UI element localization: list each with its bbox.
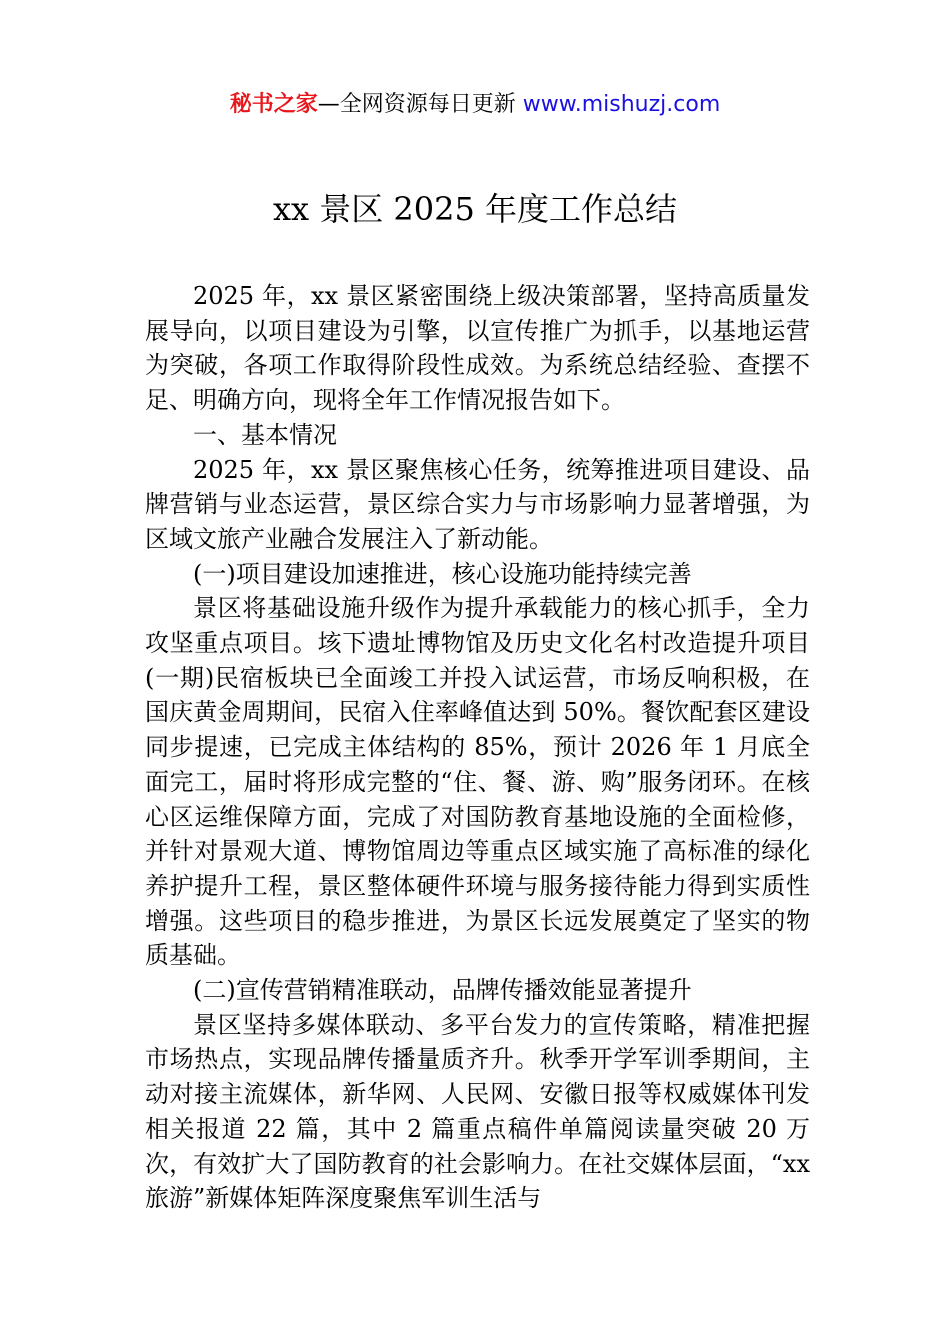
paragraph-basic-situation: 2025 年，xx 景区聚焦核心任务，统筹推进项目建设、品牌营销与业态运营，景区综合实力与市场影响力显著增强，为区域文旅产业融合发展注入了新动能。 [145,455,810,553]
site-url-link[interactable]: www.mishuzj.com [522,92,721,117]
subheading-project-construction: (一)项目建设加速推进，核心设施功能持续完善 [193,559,692,588]
paragraph-intro: 2025 年，xx 景区紧密围绕上级决策部署，坚持高质量发展导向，以项目建设为引擎，以宣传推广为抓手，以基地运营为突破，各项工作取得阶段性成效。为系统总结经验、查摆不足、明确方向，现将全年工作情况报告如下。 [145,282,810,415]
site-banner [0,88,950,122]
section-heading-basic-situation: 一、基本情况 [193,420,337,449]
banner-tagline: —全网资源每日更新 [317,92,523,117]
brand-name: 秘书之家 [229,92,318,117]
document-body [145,279,810,1216]
document-title: xx 景区 2025 年度工作总结 [272,190,678,228]
subheading-marketing: (二)宣传营销精准联动，品牌传播效能显著提升 [193,976,692,1005]
paragraph-project-construction: 景区将基础设施升级作为提升承载能力的核心抓手，全力攻坚重点项目。垓下遗址博物馆及历史文化名村改造提升项目(一期)民宿板块已全面竣工并投入试运营，市场反响积极，在国庆黄金周期间，民宿入住率峰值达到 50%。餐饮配套区建设同步提速，已完成主体结构的 85%，预计 2026 年 1 月底全面完工，届时将形成完整的“住、餐、游、购”服务闭环。在核心区运维保障方面，完成了对国防教育基地设施的全面检修，并针对景观大道、博物馆周边等重点区域实施了高标准的绿化养护提升工程，景区整体硬件环境与服务接待能力得到实质性增强。这些项目的稳步推进，为景区长远发展奠定了坚实的物质基础。 [145,594,810,970]
paragraph-marketing: 景区坚持多媒体联动、多平台发力的宣传策略，精准把握市场热点，实现品牌传播量质齐升。秋季开学军训季期间，主动对接主流媒体，新华网、人民网、安徽日报等权威媒体刊发相关报道 22 篇，其中 2 篇重点稿件单篇阅读量突破 20 万次，有效扩大了国防教育的社会影响力。在社交媒体层面，“xx 旅游”新媒体矩阵深度聚焦军训生活与 [145,1010,810,1213]
